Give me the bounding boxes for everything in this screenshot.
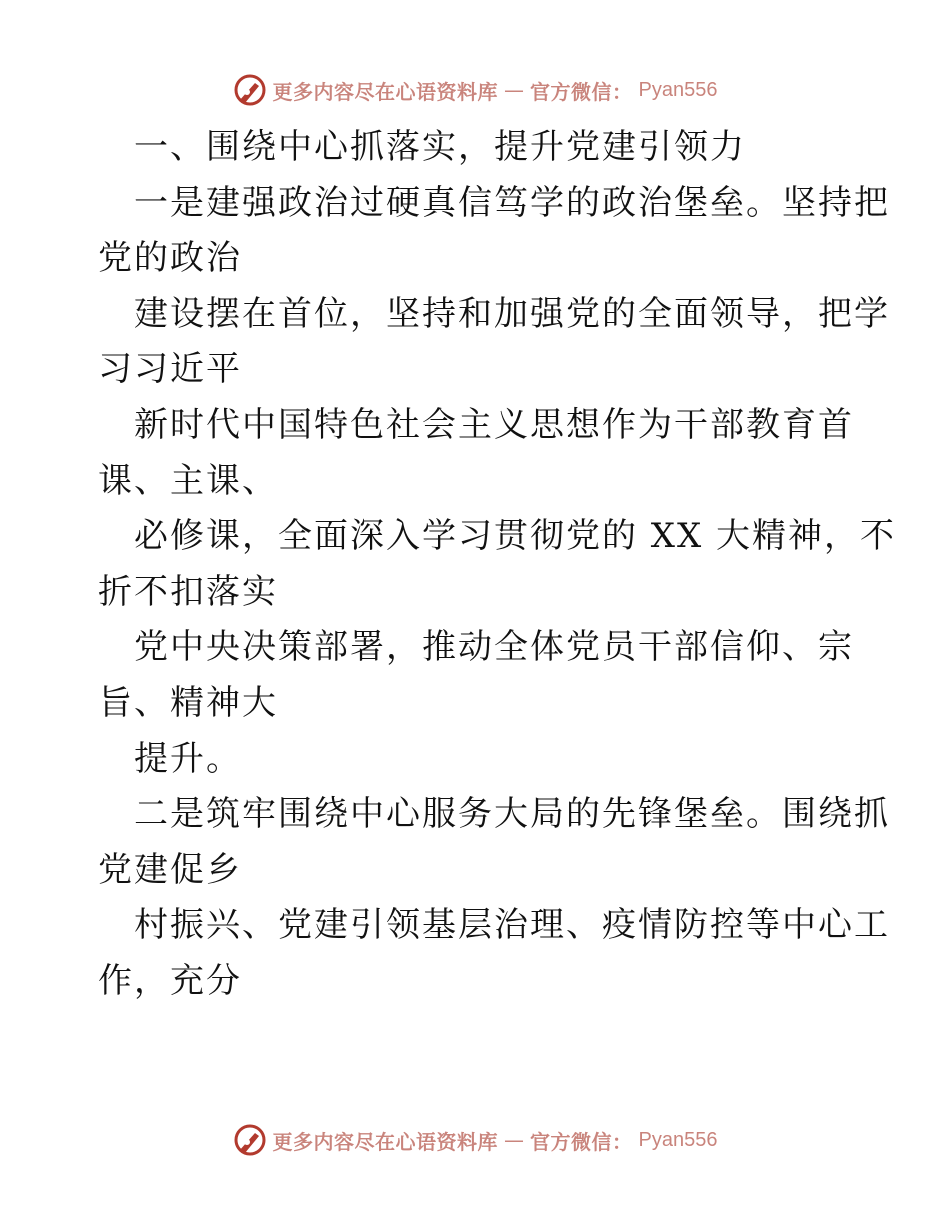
paragraph-line: 党中央决策部署，推动全体党员干部信仰、宗 <box>134 627 854 668</box>
paragraph-line: 折不扣落实 <box>98 571 278 612</box>
footer-banner-separator: — <box>504 1128 525 1152</box>
paragraph-line: 提升。 <box>134 738 242 779</box>
document-body <box>98 120 897 1010</box>
header-banner-separator: — <box>504 78 525 102</box>
footer-banner-text: 更多内容尽在心语资料库 <box>272 1129 499 1154</box>
header-banner-text: 更多内容尽在心语资料库 <box>272 79 499 104</box>
header-banner-suffix: 官方微信： <box>530 79 633 104</box>
paragraph-line: 旨、精神大 <box>98 682 278 723</box>
pen-logo-icon <box>233 1123 267 1157</box>
paragraph-line: 村振兴、党建引领基层治理、疫情防控等中心工 <box>134 905 890 946</box>
paragraph-line: 党的政治 <box>98 238 242 279</box>
paragraph-line: 新时代中国特色社会主义思想作为干部教育首 <box>134 404 854 445</box>
header-watermark-banner <box>0 70 950 110</box>
paragraph-line: 习习近平 <box>98 349 242 390</box>
header-banner-wechat-id: Pyan556 <box>638 78 718 101</box>
paragraph-line: 作，充分 <box>98 960 242 1001</box>
footer-banner-suffix: 官方微信： <box>530 1129 633 1154</box>
paragraph-line: 一是建强政治过硬真信笃学的政治堡垒。坚持把 <box>134 182 890 223</box>
paragraph-line: 二是筑牢围绕中心服务大局的先锋堡垒。围绕抓 <box>134 794 890 835</box>
paragraph-line: 党建促乡 <box>98 849 242 890</box>
paragraph-line: 建设摆在首位，坚持和加强党的全面领导，把学 <box>134 293 890 334</box>
footer-banner-wechat-id: Pyan556 <box>638 1128 718 1151</box>
paragraph-line: 必修课，全面深入学习贯彻党的 XX 大精神，不 <box>134 516 897 557</box>
pen-logo-icon <box>233 73 267 107</box>
footer-watermark-banner <box>0 1120 950 1160</box>
paragraph-line: 课、主课、 <box>98 460 278 501</box>
section-heading: 一、围绕中心抓落实，提升党建引领力 <box>134 127 746 167</box>
